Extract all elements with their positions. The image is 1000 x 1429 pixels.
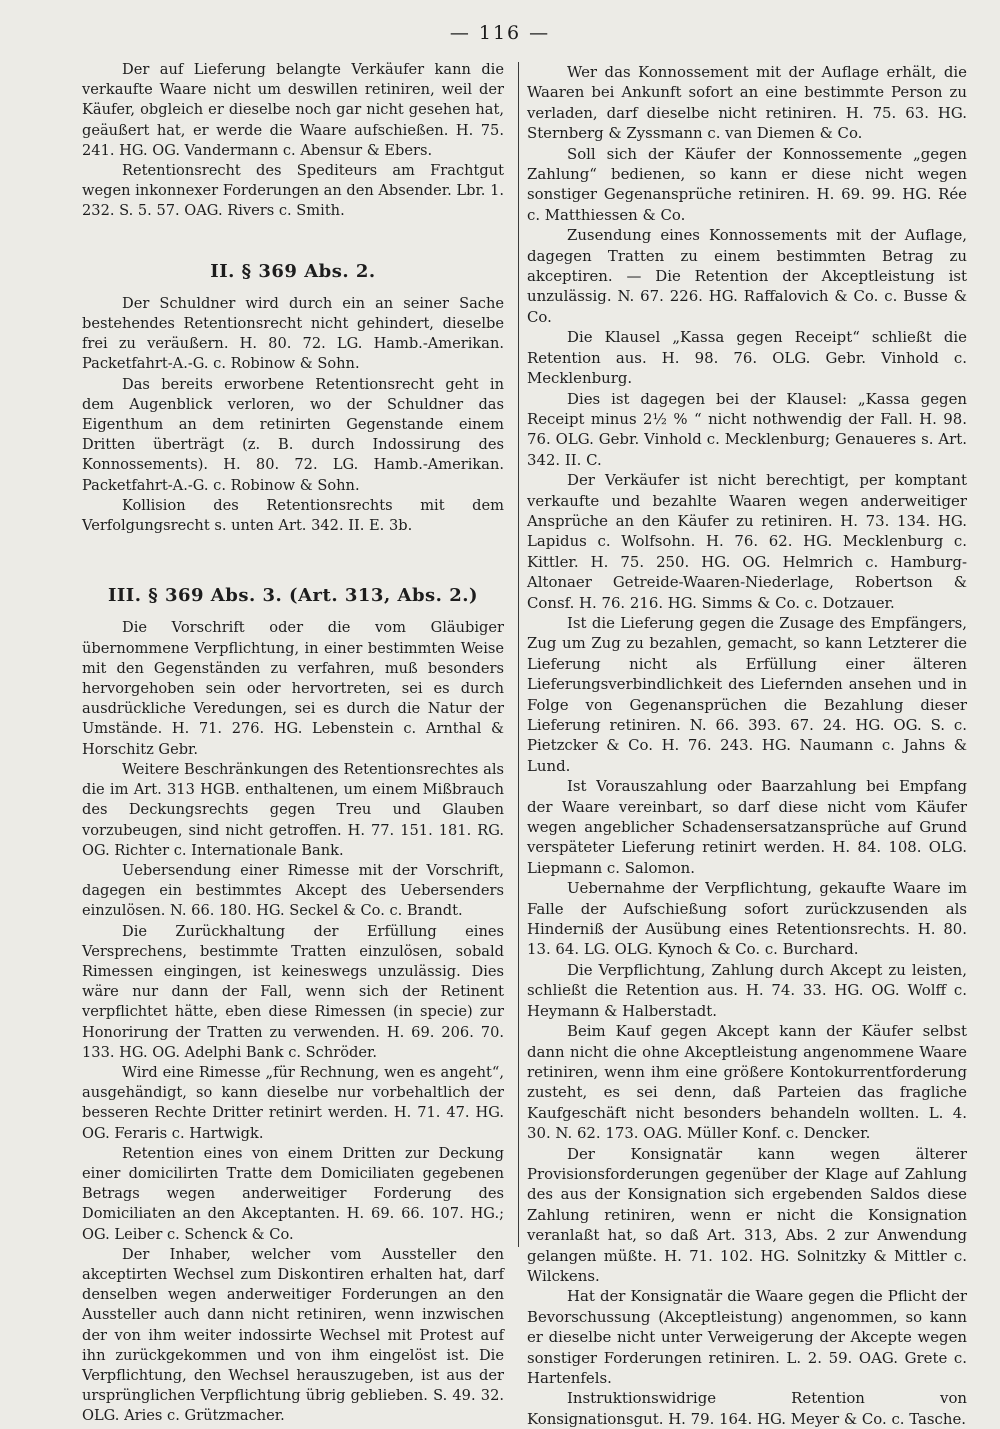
paragraph: Weitere Beschränkungen des Retentionsrechtes als die im Art. 313 HGB. enthaltenen, um einem Mißbrauch des Deckungsrechts gegen Treu und Glauben vorzubeugen, sind nicht getroffen. H. 77. 151. 181. RG. OG. Richter c. Internationale Bank. <box>82 760 504 859</box>
paragraph: Die Vorschrift oder die vom Gläubiger übernommene Verpflichtung, in einer bestimmten Weise mit den Gegenständen zu verfahren, muß besonders hervorgehoben sein oder hervortreten, sei es durch ausdrückliche Veredungen, sei es durch die Natur der Umstände. H. 71. 276. HG. Lebenstein c. Arnthal & Horschitz Gebr. <box>82 619 504 758</box>
paragraph: Der Verkäufer ist nicht berechtigt, per komptant verkaufte und bezahlte Waaren wegen anderweitiger Ansprüche an den Käufer zu retiniren. H. 73. 134. HG. Lapidus c. Wolfsohn. H. 76. 62. HG. Mecklenburg c. Kittler. H. 75. 250. HG. OG. Helmrich c. Hamburg-Altonaer Getreide-Waaren-Niederlage, Robertson & Consf. H. 76. 216. HG. Simms & Co. c. Dotzauer. <box>527 471 967 612</box>
paragraph: Beim Kauf gegen Akcept kann der Käufer selbst dann nicht die ohne Akceptleistung angenommene Waare retiniren, wenn ihm eine größere Kontokurrentforderung zusteht, es sei denn, daß Parteien das fragliche Kaufgeschäft nicht besonders behandeln wollten. L. 4. 30. N. 62. 173. OAG. Müller Konf. c. Dencker. <box>527 1022 967 1143</box>
paragraph: Zusendung eines Konnossements mit der Auflage, dagegen Tratten zu einem bestimmten Betrag zu akceptiren. — Die Retention der Akceptleistung ist unzulässig. N. 67. 226. HG. Raffalovich & Co. c. Busse & Co. <box>527 226 967 326</box>
paragraph: Hat der Konsignatär die Waare gegen die Pflicht der Bevorschussung (Akceptleistung) angenommen, so kann er dieselbe nicht unter Verweigerung der Akcepte wegen sonstiger Forderungen retiniren. L. 2. 59. OAG. Grete c. Hartenfels. <box>527 1287 967 1387</box>
section-heading: II. § 369 Abs. 2. <box>210 260 376 282</box>
paragraph: Der Schuldner wird durch ein an seiner Sache bestehendes Retentionsrecht nicht gehindert, dieselbe frei zu veräußern. H. 80. 72. LG. Hamb.-Amerikan. Packetfahrt-A.-G. c. Robinow & Sohn. <box>82 294 504 373</box>
paragraph: Instruktionswidrige Retention von Konsignationsgut. H. 79. 164. HG. Meyer & Co. c. Tasche. <box>527 1389 967 1428</box>
page-number: — 116 — <box>449 22 551 44</box>
paragraph: Ist Vorauszahlung oder Baarzahlung bei Empfang der Waare vereinbart, so darf diese nicht vom Käufer wegen angeblicher Schadensersatzansprüche auf Grund verspäteter Lieferung retinirt werden. H. 84. 108. OLG. Liepmann c. Salomon. <box>527 777 967 877</box>
paragraph: Die Verpflichtung, Zahlung durch Akcept zu leisten, schließt die Retention aus. H. 74. 33. HG. OG. Wolff c. Heymann & Halberstadt. <box>527 960 967 1020</box>
section-heading: III. § 369 Abs. 3. (Art. 313, Abs. 2.) <box>107 585 479 607</box>
paragraph: Retentionsrecht des Spediteurs am Frachtgut wegen inkonnexer Forderungen an den Absender. Lbr. 1. 232. S. 5. 57. OAG. Rivers c. Smith. <box>82 162 505 220</box>
paragraph: Wird eine Rimesse „für Rechnung, wen es angeht“, ausgehändigt, so kann dieselbe nur vorbehaltlich der besseren Rechte Dritter retinirt werden. H. 71. 47. HG. OG. Feraris c. Hartwigk. <box>82 1063 504 1142</box>
paragraph: Der Inhaber, welcher vom Aussteller den akceptirten Wechsel zum Diskontiren erhalten hat, darf denselben wegen anderweitiger Forderungen an den Aussteller auch dann nicht retiniren, wenn inzwischen der von ihm weiter indossirte Wechsel mit Protest auf ihn zurückgekommen und von ihm eingelöst ist. Die Verpflichtung, den Wechsel herauszugeben, ist aus der ursprünglichen Verpflichtung übrig geblieben. S. 49. 32. OLG. Aries c. Grützmacher. <box>82 1245 504 1425</box>
paragraph: Das bereits erworbene Retentionsrecht geht in dem Augenblick verloren, wo der Schuldner das Eigenthum an dem retinirten Gegenstande einem Dritten überträgt (z. B. durch Indossirung des Konnossements). H. 80. 72. LG. Hamb.-Amerikan. Packetfahrt-A.-G. c. Robinow & Sohn. <box>82 375 504 494</box>
paragraph: Der auf Lieferung belangte Verkäufer kann die verkaufte Waare nicht um deswillen retiniren, weil der Käufer, obgleich er dieselbe noch gar nicht gesehen hat, geäußert hat, er werde die Waare aufschießen. H. 75. 241. HG. OG. Vandermann c. Abensur & Ebers. <box>82 61 504 159</box>
paragraph: Der Konsignatär kann wegen älterer Provisionsforderungen gegenüber der Klage auf Zahlung des aus der Konsignation sich ergebenden Saldos diese Zahlung retiniren, wenn er nicht die Konsignation veranlaßt hat, so daß Art. 313, Abs. 2 zur Anwendung gelangen müßte. H. 71. 102. HG. Solnitzky & Mittler c. Wilckens. <box>527 1144 967 1285</box>
paragraph: Wer das Konnossement mit der Auflage erhält, die Waaren bei Ankunft sofort an eine bestimmte Person zu verladen, darf dieselbe nicht retiniren. H. 75. 63. HG. Sternberg & Zyssmann c. van Diemen & Co. <box>527 63 967 143</box>
paragraph: Soll sich der Käufer der Konnossemente „gegen Zahlung“ bedienen, so kann er diese nicht wegen sonstiger Gegenansprüche retiniren. H. 69. 99. HG. Rée c. Matthiessen & Co. <box>527 144 967 224</box>
paragraph: Dies ist dagegen bei der Klausel: „Kassa gegen Receipt minus 2½ % “ nicht nothwendig der Fall. H. 98. 76. OLG. Gebr. Vinhold c. Mecklenburg; Genaueres s. Art. 342. II. C. <box>527 389 967 469</box>
paragraph: Die Klausel „Kassa gegen Receipt“ schließt die Retention aus. H. 98. 76. OLG. Gebr. Vinhold c. Mecklenburg. <box>527 328 967 388</box>
paragraph: Uebernahme der Verpflichtung, gekaufte Waare im Falle der Aufschießung sofort zurückzusenden als Hinderniß der Ausübung eines Retentionsrechts. H. 80. 13. 64. LG. OLG. Kynoch & Co. c. Burchard. <box>527 879 967 959</box>
column-divider <box>518 62 519 1247</box>
paragraph: Kollision des Retentionsrechts mit dem Verfolgungsrecht s. unten Art. 342. II. E. 3b. <box>82 496 504 535</box>
paragraph: Ist die Lieferung gegen die Zusage des Empfängers, Zug um Zug zu bezahlen, gemacht, so kann Letzterer die Lieferung nicht als Erfüllung einer älteren Lieferungsverbindlichkeit des Liefernden ansehen und in Folge von Gegenansprüchen die Bezahlung dieser Lieferung retiniren. N. 66. 393. 67. 24. HG. OG. S. c. Pietzcker & Co. H. 76. 243. HG. Naumann c. Jahns & Lund. <box>527 613 967 775</box>
left-column <box>82 60 504 1427</box>
right-column <box>527 62 967 1429</box>
paragraph: Uebersendung einer Rimesse mit der Vorschrift, dagegen ein bestimmtes Akcept des Uebersenders einzulösen. N. 66. 180. HG. Seckel & Co. c. Brandt. <box>82 861 504 920</box>
paragraph: Die Zurückhaltung der Erfüllung eines Versprechens, bestimmte Tratten einzulösen, sobald Rimessen eingingen, ist keineswegs unzulässig. Dies wäre nur dann der Fall, wenn sich der Retinent verpflichtet hätte, eben diese Rimessen (in specie) zur Honorirung der Tratten zu verwenden. H. 69. 206. 70. 133. HG. OG. Adelphi Bank c. Schröder. <box>82 922 504 1061</box>
paragraph: Retention eines von einem Dritten zur Deckung einer domicilirten Tratte dem Domiciliaten gegebenen Betrags wegen anderweitiger Forderung des Domiciliaten an den Akceptanten. H. 69. 66. 107. HG.; OG. Leiber c. Schenck & Co. <box>82 1144 504 1243</box>
